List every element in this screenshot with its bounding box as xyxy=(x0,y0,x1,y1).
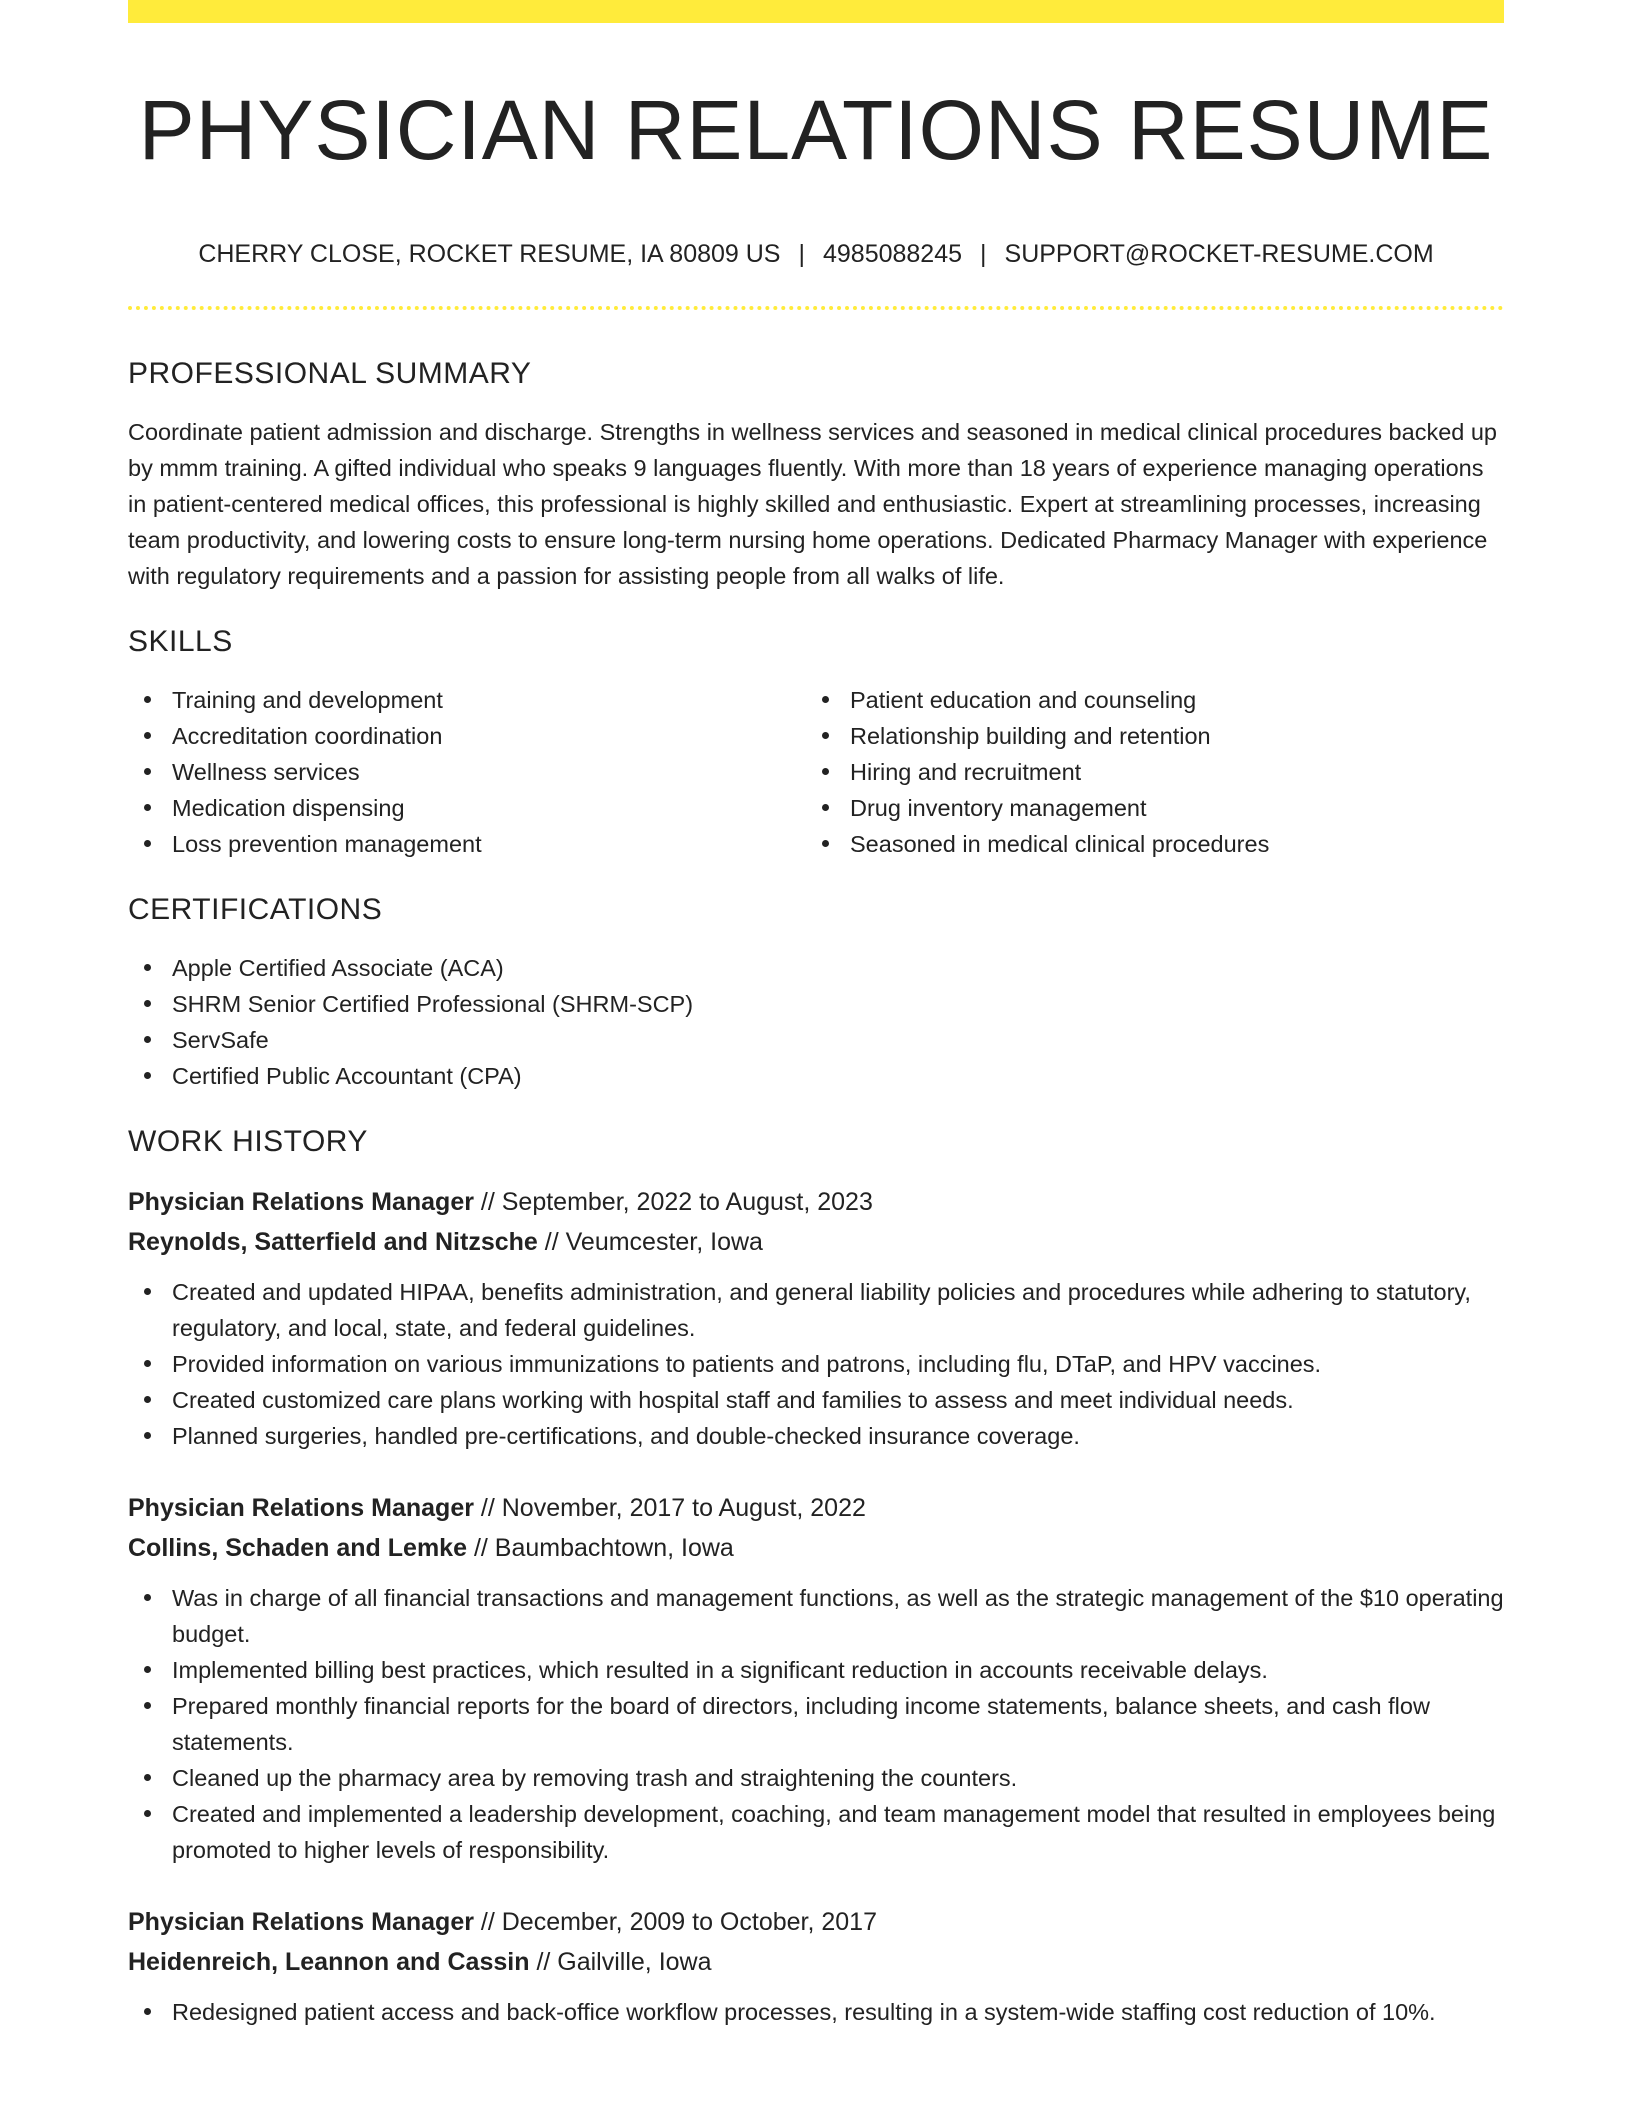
certifications-section xyxy=(128,888,1504,1094)
summary-heading: PROFESSIONAL SUMMARY xyxy=(128,357,532,390)
job-company: Reynolds, Satterfield and Nitzsche xyxy=(128,1228,538,1256)
skill-item: Loss prevention management xyxy=(128,826,806,862)
job-role-line xyxy=(128,1182,1504,1222)
contact-line xyxy=(128,236,1504,272)
job-role: Physician Relations Manager xyxy=(128,1494,474,1522)
skill-item: Relationship building and retention xyxy=(806,718,1484,754)
skills-left-list xyxy=(128,682,806,862)
job-company-line xyxy=(128,1528,1504,1568)
job-dates: // September, 2022 to August, 2023 xyxy=(480,1188,873,1216)
certification-item: Apple Certified Associate (ACA) xyxy=(128,950,1504,986)
contact-phone: 4985088245 xyxy=(822,240,963,268)
skills-columns xyxy=(128,682,1504,862)
skill-item: Accreditation coordination xyxy=(128,718,806,754)
job-bullet: Planned surgeries, handled pre-certifications, and double-checked insurance coverage. xyxy=(128,1418,1504,1454)
job-company: Collins, Schaden and Lemke xyxy=(128,1534,467,1562)
job-company-line xyxy=(128,1942,1504,1982)
job-bullet: Was in charge of all financial transactions and management functions, as well as the strategic management of the $10 operating budget. xyxy=(128,1580,1504,1652)
job-role: Physician Relations Manager xyxy=(128,1908,474,1936)
job-role: Physician Relations Manager xyxy=(128,1188,474,1216)
contact-separator: | xyxy=(980,240,987,268)
job-role-line xyxy=(128,1488,1504,1528)
resume-title: PHYSICIAN RELATIONS RESUME xyxy=(138,83,1494,177)
job-bullet: Created and updated HIPAA, benefits administration, and general liability policies and procedures while adhering to statutory, regulatory, and local, state, and federal guidelines. xyxy=(128,1274,1504,1346)
job-location: // Gailville, Iowa xyxy=(536,1948,712,1976)
job-bullet: Provided information on various immunizations to patients and patrons, including flu, DTaP, and HPV vaccines. xyxy=(128,1346,1504,1382)
skill-item: Patient education and counseling xyxy=(806,682,1484,718)
job-bullet: Redesigned patient access and back-office workflow processes, resulting in a system-wide staffing cost reduction of 10%. xyxy=(128,1994,1504,2030)
job-bullets xyxy=(128,1274,1504,1454)
job-bullet: Created and implemented a leadership development, coaching, and team management model that resulted in employees being promoted to higher levels of responsibility. xyxy=(128,1796,1504,1868)
skill-item: Seasoned in medical clinical procedures xyxy=(806,826,1484,862)
certifications-list xyxy=(128,950,1504,1094)
skill-item: Training and development xyxy=(128,682,806,718)
contact-separator: | xyxy=(798,240,805,268)
contact-address: CHERRY CLOSE, ROCKET RESUME, IA 80809 US xyxy=(198,240,781,268)
work-history-section xyxy=(128,1120,1504,2030)
certification-item: SHRM Senior Certified Professional (SHRM-SCP) xyxy=(128,986,1504,1022)
summary-text: Coordinate patient admission and discharge. Strengths in wellness services and seasoned in medical clinical procedures backed up by mmm training. A gifted individual who speaks 9 languages fluently. With more than 18 years of experience managing operations in patient-centered medical offices, this professional is highly skilled and enthusiastic. Expert at streamlining processes, increasing team productivity, and lowering costs to ensure long-term nursing home operations. Dedicated Pharmacy Manager with experience with regulatory requirements and a passion for assisting people from all walks of life. xyxy=(128,419,1498,589)
job-entry xyxy=(128,1182,1504,1454)
job-location: // Veumcester, Iowa xyxy=(544,1228,763,1256)
job-entry xyxy=(128,1488,1504,1868)
work-history-heading: WORK HISTORY xyxy=(128,1125,368,1158)
job-bullets xyxy=(128,1994,1504,2030)
accent-bar xyxy=(128,0,1504,23)
skill-item: Drug inventory management xyxy=(806,790,1484,826)
job-dates: // November, 2017 to August, 2022 xyxy=(480,1494,866,1522)
skill-item: Medication dispensing xyxy=(128,790,806,826)
job-bullet: Cleaned up the pharmacy area by removing trash and straightening the counters. xyxy=(128,1760,1504,1796)
summary-section xyxy=(128,352,1504,594)
skills-heading: SKILLS xyxy=(128,625,233,658)
skills-right-list xyxy=(806,682,1484,862)
skill-item: Hiring and recruitment xyxy=(806,754,1484,790)
job-bullet: Implemented billing best practices, which resulted in a significant reduction in accounts receivable delays. xyxy=(128,1652,1504,1688)
job-bullet: Created customized care plans working with hospital staff and families to assess and meet individual needs. xyxy=(128,1382,1504,1418)
certifications-heading: CERTIFICATIONS xyxy=(128,893,383,926)
job-role-line xyxy=(128,1902,1504,1942)
job-company-line xyxy=(128,1222,1504,1262)
job-entry xyxy=(128,1902,1504,2030)
job-dates: // December, 2009 to October, 2017 xyxy=(480,1908,877,1936)
job-location: // Baumbachtown, Iowa xyxy=(473,1534,734,1562)
job-company: Heidenreich, Leannon and Cassin xyxy=(128,1948,530,1976)
certification-item: Certified Public Accountant (CPA) xyxy=(128,1058,1504,1094)
skills-section xyxy=(128,620,1504,862)
dotted-divider xyxy=(128,306,1504,310)
skill-item: Wellness services xyxy=(128,754,806,790)
job-bullets xyxy=(128,1580,1504,1868)
certification-item: ServSafe xyxy=(128,1022,1504,1058)
resume-body xyxy=(128,352,1504,2064)
contact-email: SUPPORT@ROCKET-RESUME.COM xyxy=(1004,240,1434,268)
job-bullet: Prepared monthly financial reports for the board of directors, including income statements, balance sheets, and cash flow statements. xyxy=(128,1688,1504,1760)
